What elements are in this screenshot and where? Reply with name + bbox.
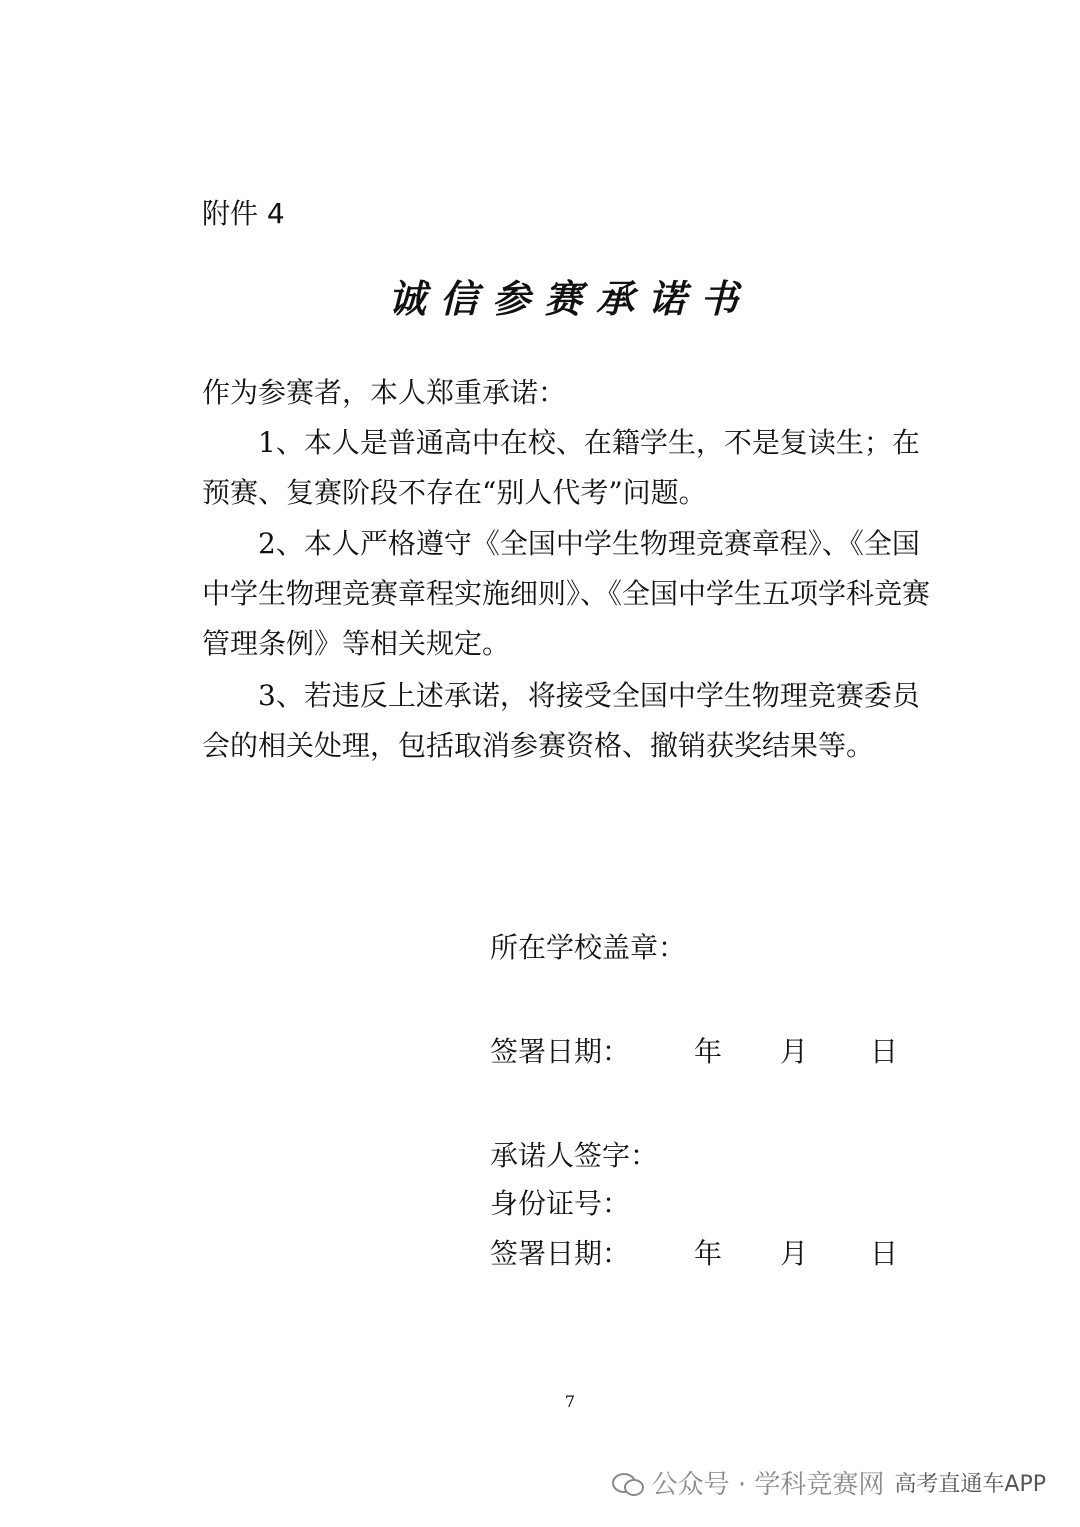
sign-date-label: 签署日期： — [490, 1035, 631, 1068]
month-label: 月 — [780, 1035, 809, 1068]
promiser-sign-label: 承诺人签字： — [490, 1139, 659, 1172]
day-label: 日 — [870, 1035, 899, 1068]
promiser-sign-date-row — [490, 1234, 910, 1274]
watermark-text: 公众号 · 学科竞赛网 — [651, 1470, 885, 1500]
document-title: 诚信参赛承诺书 — [387, 276, 752, 321]
school-sign-date-row — [490, 1032, 910, 1072]
paragraph-3: 3、若违反上述承诺，将接受全国中学生物理竞赛委员会的相关处理，包括取消参赛资格、撤销获奖结果等。 — [202, 679, 920, 762]
attachment-label: 附件 4 — [202, 197, 285, 230]
wechat-icon — [612, 1471, 642, 1495]
month-label-2: 月 — [780, 1237, 809, 1270]
id-number-label: 身份证号： — [490, 1187, 631, 1220]
day-label-2: 日 — [870, 1237, 899, 1270]
school-seal-label: 所在学校盖章： — [490, 931, 687, 964]
paragraph-2: 2、本人严格遵守《全国中学生物理竞赛章程》、《全国中学生物理竞赛章程实施细则》、《全国中学生五项学科竞赛管理条例》等相关规定。 — [202, 527, 931, 660]
paragraph-1: 1、本人是普通高中在校、在籍学生，不是复读生；在预赛、复赛阶段不存在“别人代考”问题。 — [202, 426, 920, 509]
year-label-2: 年 — [694, 1237, 723, 1270]
page-number: 7 — [564, 1392, 576, 1411]
sign-date-label-2: 签署日期： — [490, 1237, 631, 1270]
intro-text: 作为参赛者，本人郑重承诺： — [202, 376, 567, 409]
year-label: 年 — [694, 1035, 723, 1068]
watermark-subtext: 高考直通车APP — [894, 1472, 1046, 1497]
watermark — [612, 1464, 1046, 1501]
